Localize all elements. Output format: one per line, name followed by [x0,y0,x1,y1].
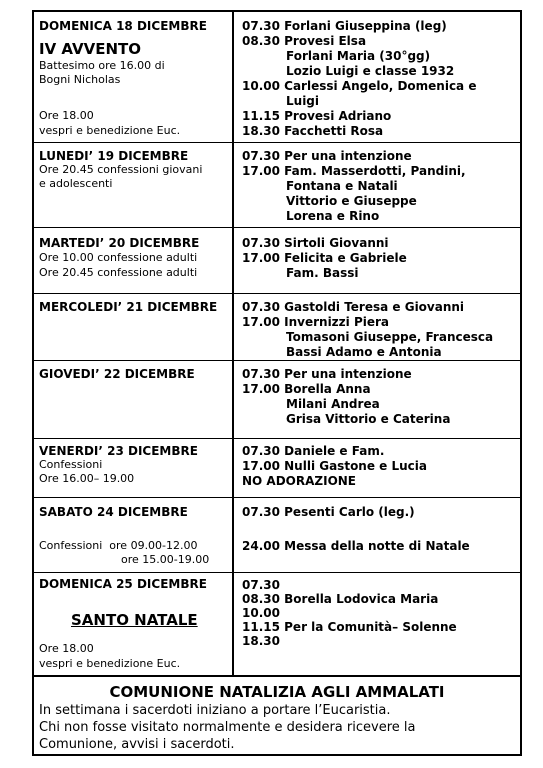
notice-line: Chi non fosse visitato normalmente e desidera ricevere la [39,720,416,735]
notice-box [34,677,520,754]
day-info [34,12,234,142]
day-row [34,12,520,143]
mass-entry: Vittorio e Giuseppe [286,194,417,208]
mass-entry: 07.30 Sirtoli Giovanni [242,236,389,250]
mass-entry: 18.30 Facchetti Rosa [242,124,384,138]
mass-list [234,573,520,675]
day-row [34,498,520,573]
day-note: Bogni Nicholas [39,73,121,86]
mass-entry: 10.00 [242,606,280,620]
day-note: Ore 20.45 confessione adulti [39,266,198,279]
mass-entry: Lorena e Rino [286,209,380,223]
mass-entry: 07.30 Forlani Giuseppina (leg) [242,19,447,33]
day-info [34,439,234,497]
day-note: Confessioni ore 09.00-12.00 [39,539,198,552]
day-note: Ore 10.00 confessione adulti [39,251,198,264]
mass-list [234,12,520,142]
day-info [34,228,234,293]
day-info [34,294,234,360]
mass-entry: Lozio Luigi e classe 1932 [286,64,455,78]
mass-entry: Tomasoni Giuseppe, Francesca [286,330,494,344]
notice-title: COMUNIONE NATALIZIA AGLI AMMALATI [109,683,445,701]
mass-list [234,361,520,438]
schedule-sheet [32,10,522,756]
mass-entry: 17.00 Invernizzi Piera [242,315,389,329]
day-name: MARTEDI’ 20 DICEMBRE [39,236,200,250]
liturgical-title: IV AVVENTO [39,40,142,58]
mass-entry: Luigi [286,94,320,108]
day-name: GIOVEDI’ 22 DICEMBRE [39,367,195,381]
mass-list [234,143,520,227]
mass-entry: 07.30 Gastoldi Teresa e Giovanni [242,300,465,314]
mass-entry: 17.00 Felicita e Gabriele [242,251,407,265]
day-name: LUNEDI’ 19 DICEMBRE [39,149,189,163]
day-note: Ore 16.00– 19.00 [39,472,135,485]
mass-entry: 07.30 [242,578,280,592]
mass-entry: Fam. Bassi [286,266,359,280]
mass-entry: 07.30 Per una intenzione [242,367,412,381]
day-name: MERCOLEDI’ 21 DICEMBRE [39,300,218,314]
mass-entry: 11.15 Per la Comunità– Solenne [242,620,457,634]
notice-line: Comunione, avvisi i sacerdoti. [39,737,235,752]
day-note: e adolescenti [39,177,113,190]
mass-entry: 18.30 [242,634,280,648]
day-info [34,143,234,227]
mass-entry: 10.00 Carlessi Angelo, Domenica e [242,79,477,93]
mass-entry: 07.30 Pesenti Carlo (leg.) [242,505,415,519]
mass-entry: 17.00 Borella Anna [242,382,371,396]
mass-entry: Milani Andrea [286,397,380,411]
day-note: vespri e benedizione Euc. [39,124,181,137]
mass-entry: 08.30 Provesi Elsa [242,34,367,48]
liturgical-title: SANTO NATALE [71,611,198,629]
day-row [34,143,520,228]
day-row [34,361,520,439]
day-name: SABATO 24 DICEMBRE [39,505,188,519]
mass-entry: 11.15 Provesi Adriano [242,109,392,123]
notice-line: In settimana i sacerdoti iniziano a portare l’Eucaristia. [39,703,391,718]
mass-entry: Forlani Maria (30°gg) [286,49,431,63]
mass-entry: Bassi Adamo e Antonia [286,345,442,359]
mass-list [234,294,520,360]
day-row [34,573,520,677]
day-row [34,294,520,361]
day-note: ore 15.00-19.00 [121,553,210,566]
day-info [34,361,234,438]
day-info [34,498,234,572]
day-note: Ore 18.00 [39,109,94,122]
day-name: DOMENICA 18 DICEMBRE [39,19,207,33]
mass-list [234,439,520,497]
day-note: Ore 18.00 [39,642,94,655]
mass-entry: 24.00 Messa della notte di Natale [242,539,470,553]
day-row [34,439,520,498]
day-note: Ore 20.45 confessioni giovani [39,163,203,176]
mass-entry: 07.30 Per una intenzione [242,149,412,163]
day-note: Confessioni [39,458,103,471]
mass-entry: NO ADORAZIONE [242,474,357,488]
mass-list [234,228,520,293]
mass-entry: Grisa Vittorio e Caterina [286,412,451,426]
mass-entry: 07.30 Daniele e Fam. [242,444,385,458]
mass-list [234,498,520,572]
day-note: vespri e benedizione Euc. [39,657,181,670]
mass-entry: 17.00 Fam. Masserdotti, Pandini, [242,164,466,178]
mass-entry: 08.30 Borella Lodovica Maria [242,592,439,606]
day-info [34,573,234,675]
day-name: VENERDI’ 23 DICEMBRE [39,444,198,458]
mass-entry: Fontana e Natali [286,179,398,193]
day-row [34,228,520,294]
mass-entry: 17.00 Nulli Gastone e Lucia [242,459,427,473]
day-name: DOMENICA 25 DICEMBRE [39,577,207,591]
day-note: Battesimo ore 16.00 di [39,59,165,72]
